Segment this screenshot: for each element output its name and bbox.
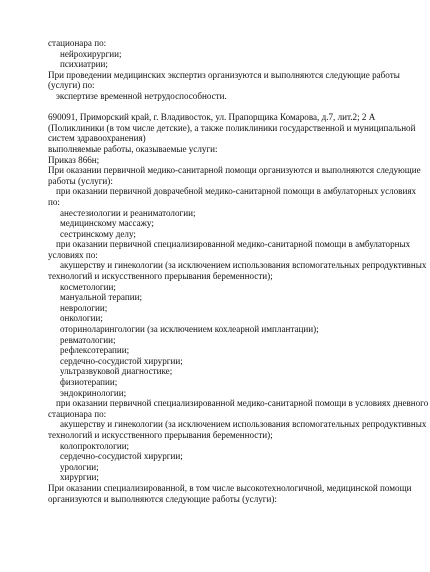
document-line: ультразвуковой диагностике; [60,366,173,377]
document-line: хирургии; [60,472,99,483]
document-line: При оказании первичной медико-санитарной помощи организуются и выполняются следующие [48,165,421,176]
document-line: медицинскому массажу; [60,218,154,229]
document-line: акушерству и гинекологии (за исключением использования вспомогательных репродуктивных [60,419,427,430]
document-line: психиатрии; [60,59,108,70]
document-line: неврологии; [60,302,108,313]
document-line: косметологии; [60,281,116,292]
document-line: Приказ 866н; [48,154,100,165]
document-line: (Поликлиники (в том числе детские), а также поликлиники государственной и муниципальной [48,122,416,133]
document-line: онкологии; [60,313,103,324]
document-line: оториноларингологии (за исключением кохлеарной имплантации); [60,324,319,335]
document-line: условиях по: [48,249,98,260]
document-line: при оказании первичной доврачебной медико-санитарной помощи в амбулаторных условиях [56,186,417,197]
paragraph-gap [48,102,410,113]
document-line: организуются и выполняются следующие работы (услуги): [48,493,277,504]
document-line: При проведении медицинских экспертиз организуются и выполняются следующие работы [48,69,400,80]
document-line: при оказании первичной специализированной медико-санитарной помощи в амбулаторных [56,239,411,250]
document-page [48,38,429,504]
document-line: сердечно-сосудистой хирургии; [60,451,183,462]
document-line: технологий и искусственного прерывания беременности); [48,429,273,440]
document-line: физиотерапии; [60,377,118,387]
document-line: рефлексотерапии; [60,345,130,356]
document-line: по: [48,196,60,207]
document-line: выполняемые работы, оказываемые услуги: [48,143,218,154]
document-line: ревматологии; [60,334,116,345]
document-line: систем здравоохранения) [48,133,146,144]
document-line: эндокринологии; [60,387,127,398]
document-line: технологий и искусственного прерывания беременности); [48,271,273,282]
document-line: (услуги) по: [48,80,95,91]
document-line: нейрохирургии; [60,48,122,59]
document-line: анестезиологии и реаниматологии; [60,207,196,218]
document-line: колопроктологии; [60,440,130,451]
document-line: стационара по: [48,408,107,419]
document-line: акушерству и гинекологии (за исключением использования вспомогательных репродуктивных [60,260,427,271]
document-line: 690091, Приморский край, г. Владивосток, ул. Прапорщика Комарова, д.7, лит.2; 2 А [48,112,376,123]
document-line: При оказании специализированной, в том числе высокотехнологичной, медицинской помощи [48,482,412,493]
document-line: стационара по: [48,38,107,48]
document-line: мануальной терапии; [60,292,142,303]
document-line: сестринскому делу; [60,228,136,239]
document-line: экспертизе временной нетрудоспособности. [56,90,227,101]
document-line: при оказании первичной специализированной медико-санитарной помощи в условиях дневного [56,398,429,409]
document-line: урологии; [60,461,99,472]
document-line: работы (услуги): [48,175,113,186]
document-line: сердечно-сосудистой хирургии; [60,355,183,366]
